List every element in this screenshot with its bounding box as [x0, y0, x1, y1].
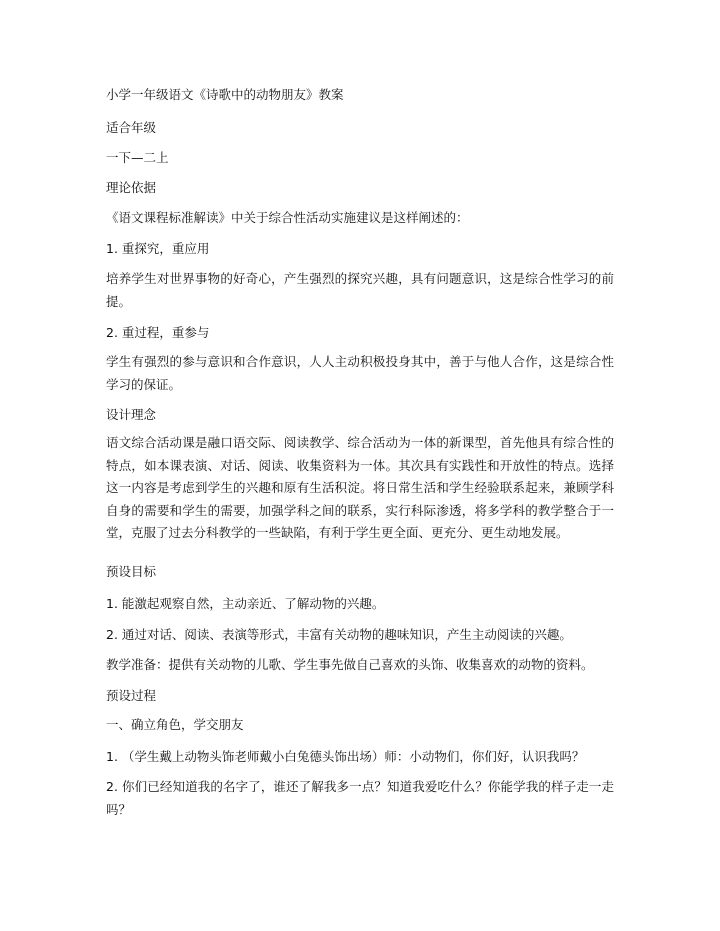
point1-title: 1. 重探究，重应用 [106, 241, 210, 256]
teaching-preparation: 教学准备：提供有关动物的儿歌、学生事先做自己喜欢的头饰、收集喜欢的动物的资料。 [106, 657, 594, 672]
step-2: 2. 你们已经知道我的名字了，谁还了解我多一点？知道我爱吃什么？你能学我的样子走一走吗？ [106, 779, 614, 817]
point2-title: 2. 重过程，重参与 [106, 325, 210, 340]
document-title: 小学一年级语文《诗歌中的动物朋友》教案 [106, 87, 344, 102]
concept-text: 语文综合活动课是融口语交际、阅读教学、综合活动为一体的新课型，首先他具有综合性的特点，如本课表演、对话、阅读、收集资料为一体。其次具有实践性和开放性的特点。选择这一内容是考虑到学生的兴趣和原有生活积淀。将日常生活和学生经验联系起来，兼顾学科自身的需要和学生的需要，加强学科之间的联系，实行科际渗透，将多学科的教学整合于一堂，克服了过去分科教学的一些缺陷，有利于学生更全面、更充分、更生动地发展。 [106, 435, 614, 540]
step-1: 1. （学生戴上动物头饰老师戴小白兔德头饰出场）师：小动物们，你们好，认识我吗？ [106, 749, 585, 764]
point2-text: 学生有强烈的参与意识和合作意识，人人主动积极投身其中，善于与他人合作，这是综合性学习的保证。 [106, 354, 614, 392]
process-heading: 预设过程 [106, 688, 157, 703]
grade-heading: 适合年级 [106, 120, 157, 135]
goal-1: 1. 能激起观察自然，主动亲近、了解动物的兴趣。 [106, 596, 385, 611]
section1-heading: 一、确立角色，学交朋友 [106, 717, 244, 732]
goals-heading: 预设目标 [106, 564, 157, 579]
concept-heading: 设计理念 [106, 407, 157, 422]
grade-value: 一下—二上 [106, 150, 169, 165]
theory-heading: 理论依据 [106, 180, 157, 195]
goal-2: 2. 通过对话、阅读、表演等形式，丰富有关动物的趣味知识，产生主动阅读的兴趣。 [106, 627, 572, 642]
theory-intro: 《语文课程标准解读》中关于综合性活动实施建议是这样阐述的： [106, 210, 469, 225]
point1-text: 培养学生对世界事物的好奇心，产生强烈的探究兴趣，具有问题意识，这是综合性学习的前提。 [106, 271, 614, 309]
